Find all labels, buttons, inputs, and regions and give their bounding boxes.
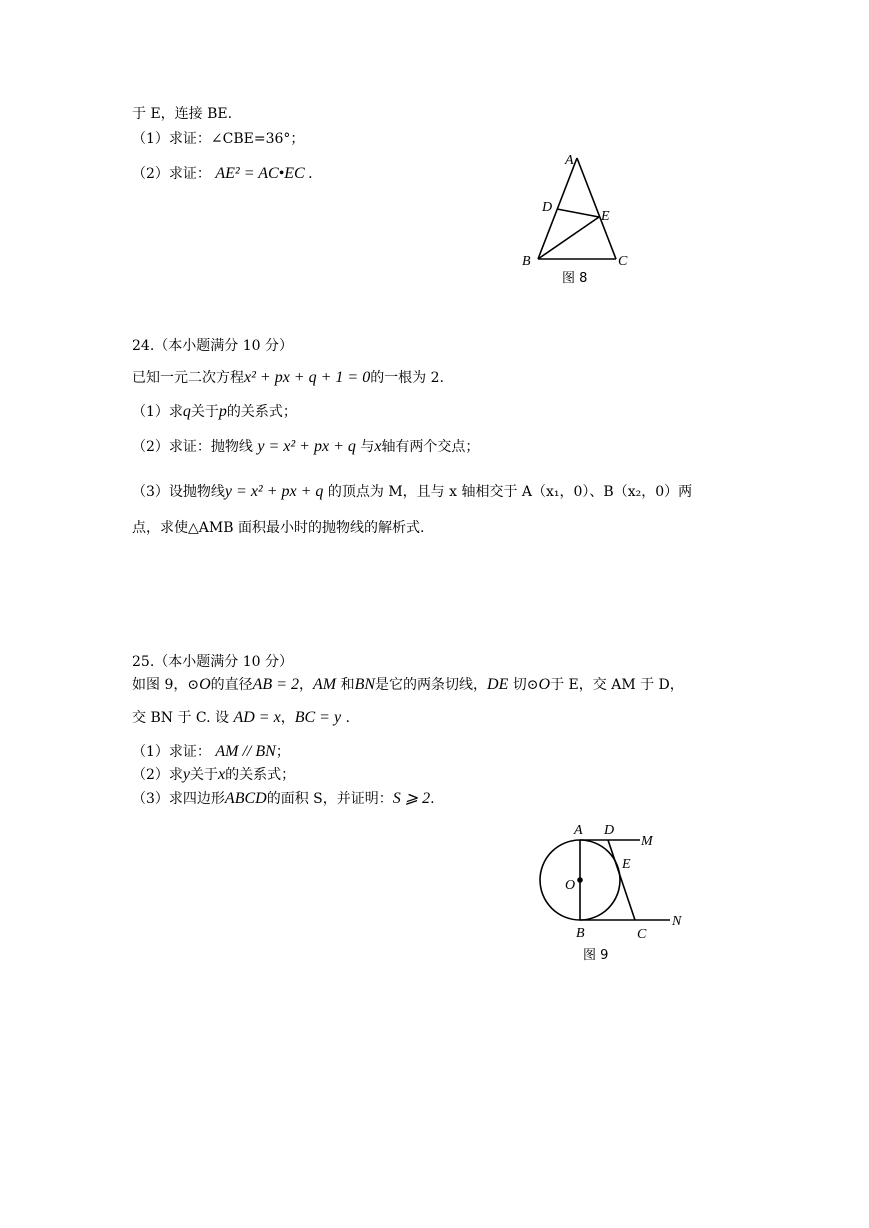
q24-header: 24.（本小题满分 10 分） <box>132 338 293 354</box>
q24-part1 <box>132 402 297 422</box>
q25-line1 <box>132 675 684 695</box>
q24-part2-var-x: x <box>374 438 382 455</box>
figure-9-circle <box>520 818 695 968</box>
q24-part3 <box>132 482 692 502</box>
tangent-DC <box>608 840 635 920</box>
center-point-O <box>577 877 583 883</box>
q25-part1-text-a: （1）求证： <box>132 744 211 760</box>
q25-part1-math: AM // BN <box>215 743 276 760</box>
q24-part2-text-a: （2）求证：抛物线 <box>132 439 253 455</box>
figure-8-caption: 图 8 <box>562 271 588 286</box>
q23-part2 <box>132 164 313 184</box>
q25-line1-eq-AB: AB = 2 <box>252 676 299 693</box>
q23-part2-equation: AE² = AC•EC . <box>215 165 313 182</box>
label-B: B <box>576 926 585 941</box>
q24-part1-text-b: 关于 <box>190 404 219 420</box>
segment-AC <box>577 158 616 259</box>
q25-line1-text-f: 切⊙ <box>512 677 539 693</box>
q25-part3-text-a: （3）求四边形 <box>132 791 225 807</box>
q24-part2-text-b: 与 <box>360 439 375 455</box>
label-A: A <box>574 823 583 838</box>
q25-part2-var-y: y <box>182 766 191 783</box>
q25-line2-text-a: 交 BN 于 C. 设 <box>132 710 230 726</box>
q24-part1-var-p: p <box>218 403 227 420</box>
label-O: O <box>565 878 576 893</box>
q25-line2-eq-BC: BC = y <box>294 709 342 726</box>
q24-part2-equation: y = x² + px + q <box>257 438 356 455</box>
label-E: E <box>601 209 610 224</box>
q25-part2-text-a: （2）求 <box>132 767 183 783</box>
q24-part3-text-b: 的顶点为 M，且与 x 轴相交于 A（x₁，0）、B（x₂，0）两 <box>327 484 693 500</box>
q25-part3 <box>132 789 435 809</box>
q25-line1-var-DE: DE <box>487 676 509 693</box>
label-D: D <box>604 823 615 838</box>
q25-line2 <box>132 708 350 728</box>
label-M: M <box>641 834 653 849</box>
q25-line2-text-c: . <box>345 710 350 726</box>
label-D: D <box>542 200 553 215</box>
q25-part3-math-ABCD: ABCD <box>224 790 267 807</box>
q24-part1-text-c: 的关系式； <box>226 404 297 420</box>
q24-part1-var-q: q <box>182 403 191 420</box>
segment-BE <box>538 217 599 259</box>
q25-line1-text-d: 和 <box>340 677 355 693</box>
q23-part1: （1）求证：∠CBE=36°； <box>132 131 305 147</box>
q25-part2-var-x: x <box>218 766 226 783</box>
q24-part3-equation: y = x² + px + q <box>224 483 324 500</box>
q25-line1-text-b: 的直径 <box>210 677 253 693</box>
q24-stem-equation: x² + px + q + 1 = 0 <box>244 369 371 386</box>
q24-stem-prefix: 已知一元二次方程 <box>132 370 244 386</box>
q24-part2 <box>132 437 479 457</box>
segment-DE <box>557 209 599 217</box>
q25-line1-text-a: 如图 9，⊙ <box>132 677 200 693</box>
q25-part3-text-b: 的面积 S，并证明： <box>266 791 393 807</box>
label-E: E <box>622 857 631 872</box>
q25-header: 25.（本小题满分 10 分） <box>132 654 293 670</box>
label-N: N <box>672 914 682 929</box>
q23-part2-label: （2）求证： <box>132 166 211 182</box>
q25-line1-var-BN: BN <box>354 676 376 693</box>
q25-part2-text-b: 关于 <box>190 767 219 783</box>
q25-part1 <box>132 742 290 762</box>
q25-line1-var-AM: AM <box>313 676 337 693</box>
label-A: A <box>565 153 574 168</box>
q25-part2 <box>132 765 295 785</box>
q25-line1-text-e: 是它的两条切线， <box>375 677 488 693</box>
q24-part2-text-c: 轴有两个交点； <box>381 439 480 455</box>
q25-line2-text-b: ， <box>280 710 295 726</box>
q25-line2-eq-AD: AD = x <box>233 709 281 726</box>
q25-line1-var-O2: O <box>538 676 551 693</box>
q25-line1-var-O: O <box>199 676 211 693</box>
q24-stem <box>132 368 444 388</box>
figure-8-triangle <box>510 148 640 288</box>
label-B: B <box>522 254 531 269</box>
label-C: C <box>637 927 647 942</box>
q25-part3-math-S: S ⩾ 2 <box>392 790 431 807</box>
q24-stem-suffix: 的一根为 2. <box>370 370 444 386</box>
q25-line1-text-c: ， <box>299 677 313 693</box>
figure-9-caption: 图 9 <box>583 948 609 963</box>
q25-part3-text-c: . <box>430 791 435 807</box>
q25-line1-text-g: 于 E，交 AM 于 D， <box>550 677 684 693</box>
q25-part1-text-b: ； <box>275 744 290 760</box>
q23-intro: 于 E，连接 BE. <box>132 106 233 122</box>
q24-part3-continued: 点，求使△AMB 面积最小时的抛物线的解析式. <box>132 520 425 536</box>
q25-part2-text-c: 的关系式； <box>225 767 296 783</box>
q24-part1-text-a: （1）求 <box>132 404 183 420</box>
q24-part3-text-a: （3）设抛物线 <box>132 484 225 500</box>
label-C: C <box>618 254 628 269</box>
